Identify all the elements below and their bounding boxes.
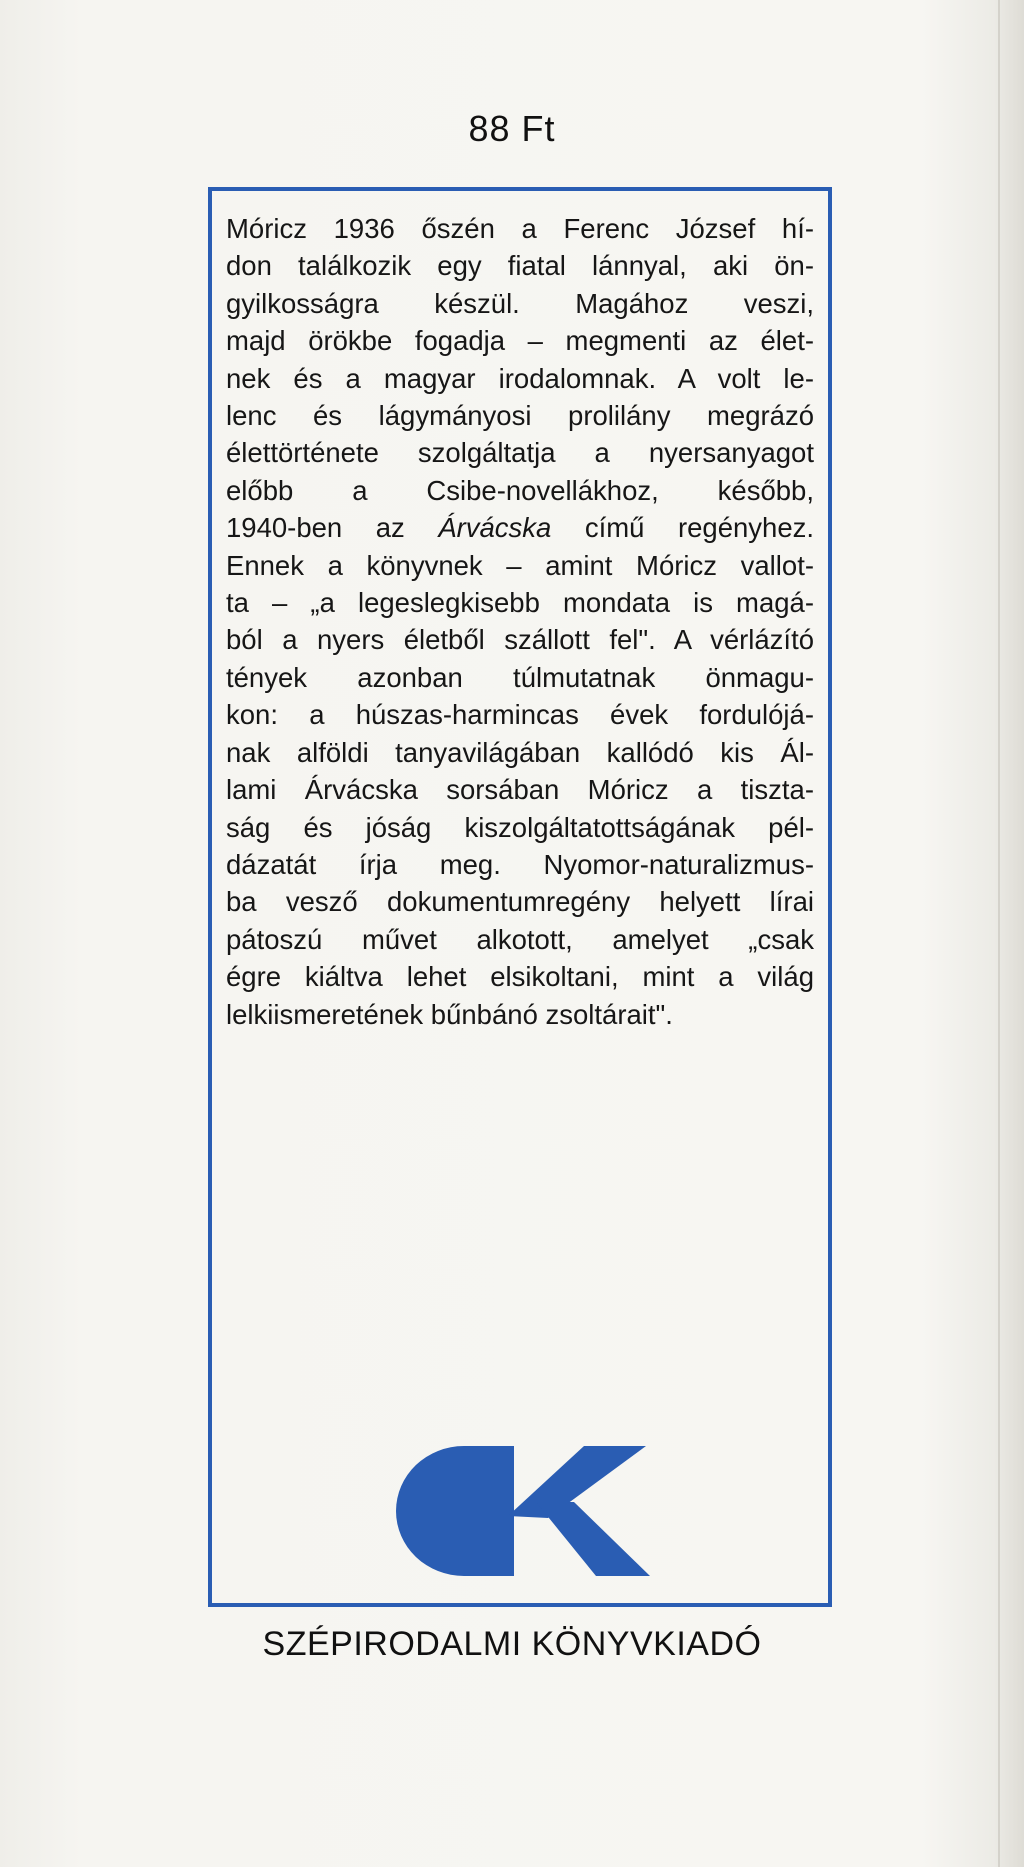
blurb-text-segment: című regényhez. <box>551 512 814 544</box>
blurb-text-segment: gyilkosságra készül. Magához veszi, <box>226 287 814 319</box>
blurb-text-segment: ság és jóság kiszolgáltatottságának pél- <box>226 811 814 843</box>
blurb-line <box>226 771 814 808</box>
blurb-text-segment: előbb a Csibe-novellákhoz, később, <box>226 474 814 506</box>
blurb-line <box>226 659 814 696</box>
blurb-text-segment: ba vesző dokumentumregény helyett lírai <box>226 886 814 918</box>
blurb-text-segment: ta – „a legeslegkisebb mondata is magá- <box>226 587 814 619</box>
blurb-text-segment: 1940-ben az <box>226 512 439 544</box>
blurb-line <box>226 958 814 995</box>
blurb-line <box>226 921 814 958</box>
cover-edge-line <box>998 0 1000 1867</box>
blurb-text-segment: Ennek a könyvnek – amint Móricz vallot- <box>226 549 814 581</box>
logo-o-shape <box>396 1446 514 1576</box>
blurb-line <box>226 210 814 247</box>
ok-publisher-logo-icon <box>388 1446 650 1576</box>
blurb-line <box>226 247 814 284</box>
blurb-text <box>226 210 814 1033</box>
blurb-text-segment: kon: a húszas-harmincas évek fordulójá- <box>226 699 814 731</box>
blurb-text-segment: dázatát írja meg. Nyomor-naturalizmus- <box>226 848 814 880</box>
blurb-line <box>226 621 814 658</box>
logo-k-lower-arm <box>536 1502 650 1576</box>
blurb-line <box>226 285 814 322</box>
blurb-text-segment: égre kiáltva lehet elsikoltani, mint a világ <box>226 961 814 993</box>
blurb-text-segment: lelkiismeretének bűnbánó zsoltárait". <box>226 998 673 1030</box>
blurb-text-segment: lami Árvácska sorsában Móricz a tiszta- <box>226 774 814 806</box>
blurb-text-segment: nak alföldi tanyavilágában kallódó kis Ál- <box>226 736 814 768</box>
blurb-text-segment: majd örökbe fogadja – megmenti az élet- <box>226 325 814 357</box>
blurb-line <box>226 734 814 771</box>
blurb-text-segment: nek és a magyar irodalomnak. A volt le- <box>226 362 814 394</box>
blurb-text-segment: ból a nyers életből szállott fel". A vérlázító <box>226 624 814 656</box>
price-label: 88 Ft <box>468 108 556 149</box>
blurb-line <box>226 397 814 434</box>
blurb-line <box>226 322 814 359</box>
blurb-line <box>226 360 814 397</box>
blurb-title-italic: Árvácska <box>438 512 552 544</box>
blurb-text-segment: don találkozik egy fiatal lánnyal, aki ön- <box>226 250 814 282</box>
blurb-line <box>226 996 814 1033</box>
publisher-name: SZÉPIRODALMI KÖNYVKIADÓ <box>262 1625 762 1663</box>
blurb-line <box>226 509 814 546</box>
blurb-line <box>226 846 814 883</box>
blurb-line <box>226 809 814 846</box>
blurb-text-segment: élettörténete szolgáltatja a nyersanyagot <box>226 437 814 469</box>
blurb-line <box>226 696 814 733</box>
blurb-line <box>226 434 814 471</box>
blurb-line <box>226 547 814 584</box>
blurb-line <box>226 883 814 920</box>
blurb-line <box>226 584 814 621</box>
blurb-text-segment: tények azonban túlmutatnak önmagu- <box>226 661 814 693</box>
blurb-text-segment: lenc és lágymányosi prolilány megrázó <box>226 400 814 432</box>
blurb-text-segment: pátoszú művet alkotott, amelyet „csak <box>226 923 814 955</box>
blurb-line <box>226 472 814 509</box>
blurb-text-segment: Móricz 1936 őszén a Ferenc József hí- <box>226 213 814 244</box>
